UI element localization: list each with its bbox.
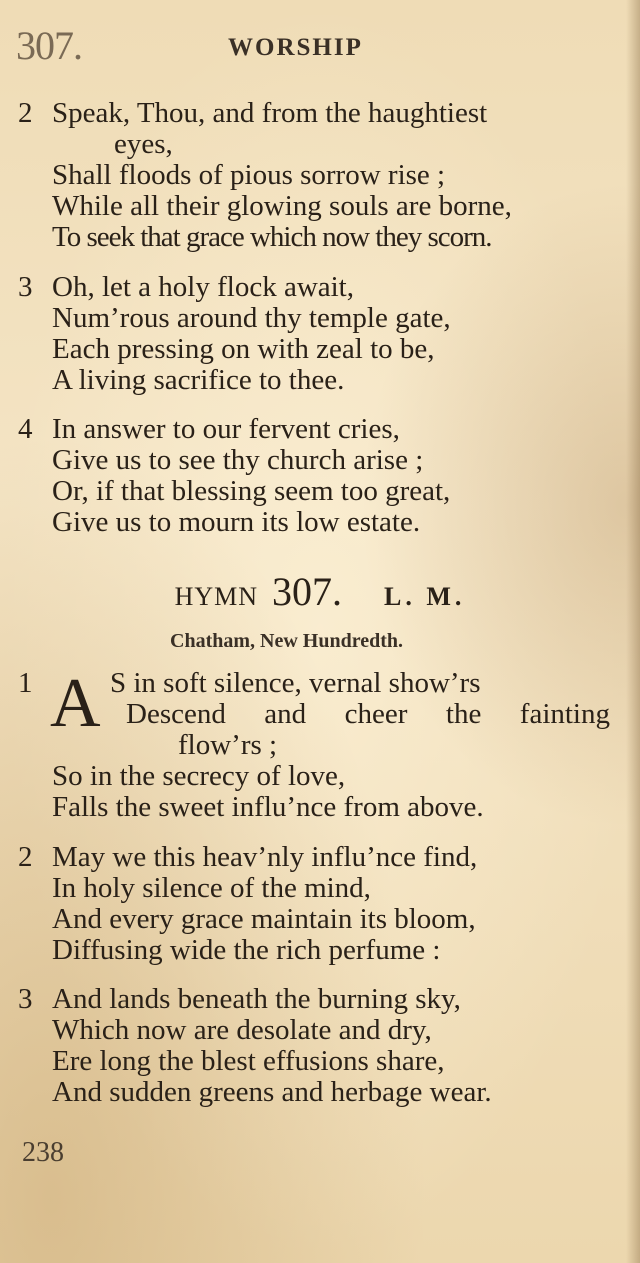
stanza-line: To seek that grace which now they scorn. <box>52 221 492 253</box>
stanza-line: Ere long the blest effusions share, <box>52 1045 445 1077</box>
stanza-line: S in soft silence, vernal show’rs <box>110 667 481 699</box>
hymn-meter: L. M. <box>384 582 466 611</box>
stanza-number: 3 <box>18 271 33 303</box>
stanza-line: And sudden greens and herbage wear. <box>52 1076 492 1108</box>
stanza-line: Diffusing wide the rich perfume : <box>52 934 441 966</box>
stanza-number: 4 <box>18 413 33 445</box>
stanza-line: Oh, let a holy flock await, <box>52 271 354 303</box>
page-number: 307. <box>16 23 82 68</box>
stanza-line: In answer to our fervent cries, <box>52 413 400 445</box>
page-edge-shading <box>626 0 640 1263</box>
stanza-line: In holy silence of the mind, <box>52 872 371 904</box>
stanza-line: Each pressing on with zeal to be, <box>52 333 435 365</box>
hymn-stanza-2 <box>18 842 618 966</box>
page-header <box>16 22 616 72</box>
stanza-line: So in the secrecy of love, <box>52 760 346 792</box>
prev-stanza-2 <box>18 98 618 253</box>
stanza-line: And every grace maintain its bloom, <box>52 903 476 935</box>
stanza-line: May we this heav’nly influ’nce find, <box>52 841 478 873</box>
prev-stanza-3 <box>18 272 618 396</box>
stanza-line: Which now are desolate and dry, <box>52 1014 432 1046</box>
stanza-line: Num’rous around thy temple gate, <box>52 302 451 334</box>
stanza-line: Or, if that blessing seem too great, <box>52 475 451 507</box>
stanza-line: Shall floods of pious sorrow rise ; <box>52 159 446 191</box>
hymn-title <box>0 568 640 615</box>
stanza-line: eyes, <box>114 128 173 160</box>
hymn-label: HYMN <box>174 582 259 611</box>
stanza-line: Falls the sweet influ’nce from above. <box>52 791 484 823</box>
hymn-stanza-3 <box>18 984 618 1108</box>
stanza-line: A living sacrifice to thee. <box>52 364 345 396</box>
prev-stanza-4 <box>18 414 618 538</box>
stanza-line: flow’rs ; <box>178 729 278 761</box>
tune-names: Chatham, New Hundredth. <box>170 630 403 652</box>
drop-cap: A <box>50 665 101 742</box>
stanza-line: And lands beneath the burning sky, <box>52 983 461 1015</box>
signature-mark: 238 <box>22 1137 64 1168</box>
stanza-line: While all their glowing souls are borne, <box>52 190 512 222</box>
stanza-number: 3 <box>18 983 33 1015</box>
stanza-line: Give us to mourn its low estate. <box>52 506 421 538</box>
stanza-line: Descend and cheer the fainting <box>126 698 610 730</box>
hymn-number: 307. <box>272 569 343 614</box>
stanza-number: 2 <box>18 841 33 873</box>
stanza-line: Give us to see thy church arise ; <box>52 444 424 476</box>
hymn-stanza-1 <box>18 665 618 823</box>
stanza-number: 1 <box>18 667 33 699</box>
stanza-line: Speak, Thou, and from the haughtiest <box>52 97 488 129</box>
stanza-number: 2 <box>18 97 33 129</box>
running-head: WORSHIP <box>228 34 363 61</box>
